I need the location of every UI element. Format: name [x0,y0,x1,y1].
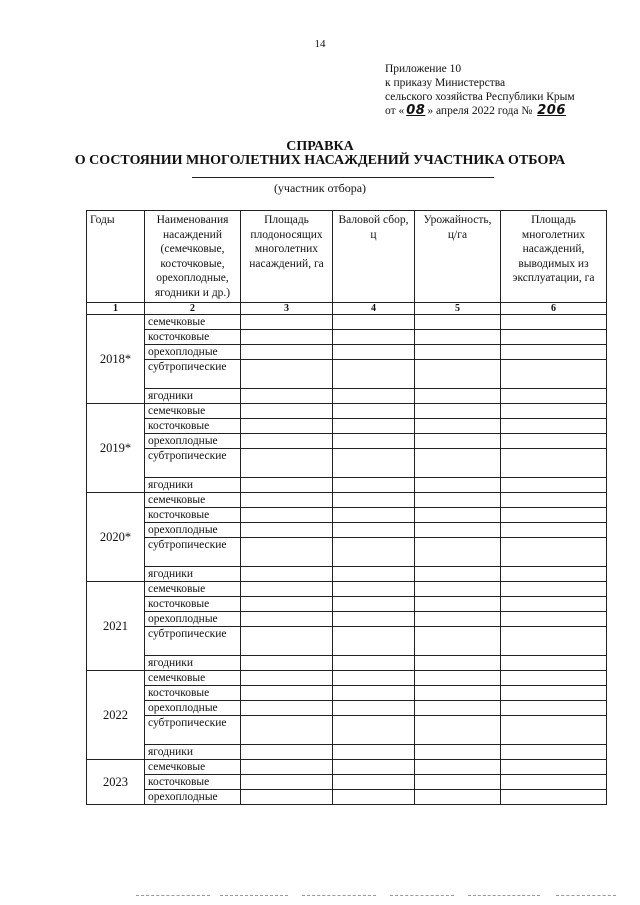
empty-value-cell[interactable] [333,389,415,404]
empty-value-cell[interactable] [501,389,607,404]
empty-value-cell[interactable] [501,656,607,671]
crop-name-cell: субтропические [145,360,241,389]
empty-value-cell[interactable] [333,701,415,716]
table-row [87,478,607,493]
header-decommissioned-area: Площадь многолетних насаждений, выводимых из эксплуатации, га [501,211,607,303]
empty-value-cell[interactable] [501,790,607,805]
empty-value-cell[interactable] [415,686,501,701]
empty-value-cell[interactable] [415,612,501,627]
empty-value-cell[interactable] [333,449,415,478]
empty-value-cell[interactable] [333,360,415,389]
crop-name-cell: семечковые [145,671,241,686]
table-row [87,508,607,523]
empty-value-cell[interactable] [415,419,501,434]
crop-name-cell: косточковые [145,686,241,701]
empty-value-cell[interactable] [501,523,607,538]
column-number: 6 [501,303,607,315]
empty-value-cell[interactable] [501,538,607,567]
empty-value-cell[interactable] [333,493,415,508]
empty-value-cell[interactable] [501,478,607,493]
empty-value-cell[interactable] [501,582,607,597]
header-yield: Урожайность, ц/га [415,211,501,303]
empty-value-cell[interactable] [241,478,333,493]
empty-value-cell[interactable] [501,508,607,523]
empty-value-cell[interactable] [501,330,607,345]
table-row [87,360,607,389]
empty-value-cell[interactable] [415,404,501,419]
empty-value-cell[interactable] [501,315,607,330]
crop-name-cell: орехоплодные [145,345,241,360]
empty-value-cell[interactable] [415,597,501,612]
empty-value-cell[interactable] [241,627,333,656]
empty-value-cell[interactable] [501,701,607,716]
crop-name-cell: косточковые [145,330,241,345]
year-cell: 2020* [87,493,145,582]
table-row [87,716,607,745]
empty-value-cell[interactable] [241,345,333,360]
empty-value-cell[interactable] [415,523,501,538]
empty-value-cell[interactable] [241,330,333,345]
empty-value-cell[interactable] [241,612,333,627]
empty-value-cell[interactable] [501,449,607,478]
column-number: 5 [415,303,501,315]
year-cell: 2021 [87,582,145,671]
order-reference-line: к приказу Министерства [385,77,506,89]
date-prefix: от « [385,105,405,117]
empty-value-cell[interactable] [241,775,333,790]
table-row [87,330,607,345]
empty-value-cell[interactable] [501,404,607,419]
crop-name-cell: семечковые [145,493,241,508]
empty-value-cell[interactable] [333,790,415,805]
empty-value-cell[interactable] [415,315,501,330]
empty-value-cell[interactable] [501,671,607,686]
empty-value-cell[interactable] [501,612,607,627]
year-cell: 2023 [87,760,145,805]
empty-value-cell[interactable] [333,745,415,760]
appendix-line: Приложение 10 [385,63,462,75]
crop-name-cell: орехоплодные [145,701,241,716]
table-row [87,419,607,434]
crop-name-cell: ягодники [145,656,241,671]
empty-value-cell[interactable] [241,419,333,434]
date-middle: » апреля 2022 года № [427,105,533,117]
empty-value-cell[interactable] [501,716,607,745]
table-header-row [87,211,607,303]
empty-value-cell[interactable] [241,567,333,582]
header-gross-harvest: Валовой сбор, ц [333,211,415,303]
empty-value-cell[interactable] [415,449,501,478]
crop-name-cell: орехоплодные [145,612,241,627]
handwritten-day: 08 [406,103,426,118]
column-number: 3 [241,303,333,315]
plantations-table [86,210,607,805]
empty-value-cell[interactable] [333,508,415,523]
table-row [87,449,607,478]
empty-value-cell[interactable] [415,745,501,760]
table-row [87,760,607,775]
empty-value-cell[interactable] [415,656,501,671]
table-row [87,315,607,330]
participant-underline [192,177,494,178]
crop-name-cell: семечковые [145,404,241,419]
empty-value-cell[interactable] [241,656,333,671]
empty-value-cell[interactable] [415,760,501,775]
empty-value-cell[interactable] [501,345,607,360]
crop-name-cell: семечковые [145,315,241,330]
empty-value-cell[interactable] [241,389,333,404]
empty-value-cell[interactable] [415,360,501,389]
header-plantation-names: Наименования насаждений (семечковые, косточковые, орехоплодные, ягодники и др.) [145,211,241,303]
empty-value-cell[interactable] [333,656,415,671]
crop-name-cell: субтропические [145,538,241,567]
empty-value-cell[interactable] [241,716,333,745]
empty-value-cell[interactable] [241,508,333,523]
empty-value-cell[interactable] [241,597,333,612]
empty-value-cell[interactable] [415,627,501,656]
header-years: Годы [87,211,145,303]
column-number-row [87,303,607,315]
table-row [87,790,607,805]
crop-name-cell: косточковые [145,597,241,612]
empty-value-cell[interactable] [241,745,333,760]
crop-name-cell: ягодники [145,745,241,760]
empty-value-cell[interactable] [501,434,607,449]
crop-name-cell: субтропические [145,627,241,656]
empty-value-cell[interactable] [415,345,501,360]
table-row [87,656,607,671]
header-fruiting-area: Площадь плодоносящих многолетних насаждений, га [241,211,333,303]
crop-name-cell: косточковые [145,775,241,790]
empty-value-cell[interactable] [333,597,415,612]
table-row [87,597,607,612]
empty-value-cell[interactable] [241,404,333,419]
empty-value-cell[interactable] [333,716,415,745]
crop-name-cell: семечковые [145,760,241,775]
empty-value-cell[interactable] [241,315,333,330]
handwritten-order-number: 206 [537,103,566,118]
empty-value-cell[interactable] [501,686,607,701]
table-row [87,493,607,508]
order-date-line [385,104,625,118]
page-number: 14 [314,38,326,50]
crop-name-cell: косточковые [145,508,241,523]
column-number: 4 [333,303,415,315]
empty-value-cell[interactable] [415,330,501,345]
column-number: 2 [145,303,241,315]
empty-value-cell[interactable] [333,567,415,582]
empty-value-cell[interactable] [415,493,501,508]
bottom-scan-marks [0,895,640,898]
table-row [87,389,607,404]
empty-value-cell[interactable] [501,567,607,582]
empty-value-cell[interactable] [501,760,607,775]
empty-value-cell[interactable] [501,597,607,612]
crop-name-cell: субтропические [145,449,241,478]
empty-value-cell[interactable] [415,671,501,686]
empty-value-cell[interactable] [415,790,501,805]
empty-value-cell[interactable] [333,330,415,345]
empty-value-cell[interactable] [415,567,501,582]
document-subtitle: О СОСТОЯНИИ МНОГОЛЕТНИХ НАСАЖДЕНИЙ УЧАСТНИКА ОТБОРА [74,153,566,168]
empty-value-cell[interactable] [501,775,607,790]
empty-value-cell[interactable] [333,434,415,449]
empty-value-cell[interactable] [333,478,415,493]
empty-value-cell[interactable] [333,523,415,538]
table-row [87,627,607,656]
empty-value-cell[interactable] [333,538,415,567]
table-row [87,686,607,701]
empty-value-cell[interactable] [333,686,415,701]
empty-value-cell[interactable] [415,434,501,449]
table-row [87,612,607,627]
appendix-block [385,62,625,118]
empty-value-cell[interactable] [415,508,501,523]
crop-name-cell: орехоплодные [145,434,241,449]
crop-name-cell: орехоплодные [145,790,241,805]
table-row [87,345,607,360]
table-row [87,434,607,449]
crop-name-cell: орехоплодные [145,523,241,538]
empty-value-cell[interactable] [241,671,333,686]
empty-value-cell[interactable] [241,360,333,389]
empty-value-cell[interactable] [501,493,607,508]
ministry-line: сельского хозяйства Республики Крым [385,91,575,103]
participant-caption: (участник отбора) [273,181,367,195]
empty-value-cell[interactable] [333,760,415,775]
table-row [87,538,607,567]
empty-value-cell[interactable] [415,389,501,404]
empty-value-cell[interactable] [241,493,333,508]
empty-value-cell[interactable] [333,345,415,360]
table-row [87,671,607,686]
empty-value-cell[interactable] [241,760,333,775]
crop-name-cell: семечковые [145,582,241,597]
table-body [87,315,607,805]
empty-value-cell[interactable] [415,478,501,493]
crop-name-cell: косточковые [145,419,241,434]
year-cell: 2018* [87,315,145,404]
empty-value-cell[interactable] [333,775,415,790]
table-row [87,523,607,538]
empty-value-cell[interactable] [415,582,501,597]
year-cell: 2019* [87,404,145,493]
table-row [87,582,607,597]
crop-name-cell: ягодники [145,389,241,404]
table-row [87,775,607,790]
empty-value-cell[interactable] [241,790,333,805]
empty-value-cell[interactable] [415,716,501,745]
empty-value-cell[interactable] [333,315,415,330]
table-row [87,745,607,760]
empty-value-cell[interactable] [333,671,415,686]
empty-value-cell[interactable] [501,627,607,656]
empty-value-cell[interactable] [415,701,501,716]
table-row [87,701,607,716]
empty-value-cell[interactable] [241,523,333,538]
empty-value-cell[interactable] [333,404,415,419]
year-cell: 2022 [87,671,145,760]
table-row [87,404,607,419]
crop-name-cell: ягодники [145,567,241,582]
crop-name-cell: субтропические [145,716,241,745]
empty-value-cell[interactable] [241,449,333,478]
empty-value-cell[interactable] [501,745,607,760]
table-row [87,567,607,582]
crop-name-cell: ягодники [145,478,241,493]
empty-value-cell[interactable] [333,419,415,434]
empty-value-cell[interactable] [415,538,501,567]
empty-value-cell[interactable] [241,701,333,716]
empty-value-cell[interactable] [241,538,333,567]
empty-value-cell[interactable] [501,419,607,434]
empty-value-cell[interactable] [415,775,501,790]
document-title: СПРАВКА [286,139,354,154]
empty-value-cell[interactable] [333,612,415,627]
column-number: 1 [87,303,145,315]
empty-value-cell[interactable] [333,582,415,597]
empty-value-cell[interactable] [501,360,607,389]
empty-value-cell[interactable] [241,434,333,449]
empty-value-cell[interactable] [241,686,333,701]
empty-value-cell[interactable] [241,582,333,597]
empty-value-cell[interactable] [333,627,415,656]
